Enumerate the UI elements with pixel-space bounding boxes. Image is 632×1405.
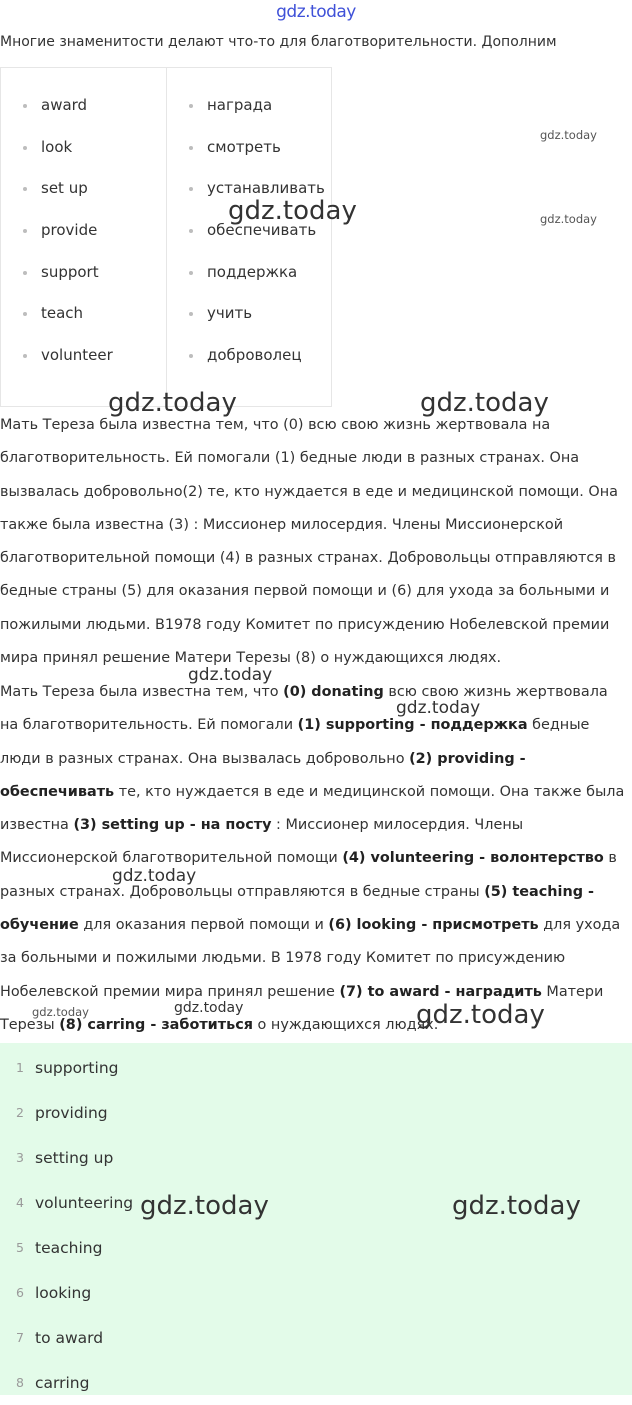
watermark: gdz.today [452,1191,581,1221]
answers-list [0,1045,133,1405]
watermark: gdz.today [420,388,549,418]
bullet-icon [189,187,193,191]
answer-item: 4 volunteering [16,1193,134,1212]
list-item: награда [189,96,325,138]
list-item: award [23,96,113,138]
bullet-icon [23,187,27,191]
answer-item: 2 providing [16,1103,108,1122]
list-item: устанавливать [189,179,325,221]
bullet-icon [189,229,193,233]
answer-highlight: (1) supporting - поддержка [297,717,528,734]
answer-item: 3 setting up [16,1148,114,1167]
answer-highlight: (0) donating [283,684,384,700]
list-item: учить [189,304,325,346]
table-divider [166,68,167,406]
watermark: gdz.today [416,1000,545,1030]
watermark: gdz.today [396,698,481,718]
answer-item: 7 to award [16,1328,104,1347]
bullet-icon [23,229,27,233]
answer-highlight: (3) setting up - на посту [73,817,272,834]
bullet-icon [189,271,193,275]
answer-item: 8 carring [16,1373,90,1392]
answer-highlight: (5) teaching - обучение [0,883,594,934]
site-logo[interactable]: gdz.today [276,2,356,22]
answer-highlight: (8) carring - заботиться [59,1016,253,1033]
watermark: gdz.today [108,388,237,418]
task-paragraph: Мать Тереза была известна тем, что (0) всю свою жизнь жертвовала на благотворительность. Ей помогали (1) бедные люди в разных странах. Она вызвалась добровольно(2) те, кто нуждается в еде и медицинской помощи. Она также была известна (3) : Миссионер милосердия. Члены Миссионерской благотворительной помощи (4) в разных странах. Добровольцы отправляются в бедные страны (5) для оказания первой помощи и (6) для ухода за больными и пожилыми людьми. В1978 году Комитет по присуждению Нобелевской премии мира принял решение Матери Терезы (8) о нуждающихся людях. [0,417,618,667]
vocabulary-table [0,67,332,407]
list-item: provide [23,221,113,263]
bullet-icon [23,146,27,150]
bullet-icon [189,146,193,150]
answer-paragraph: Мать Тереза была известна тем, что (0) donating всю свою жизнь жертвовала на благотворительность. Ей помогали (1) supporting - поддержка бедные люди в разных странах. Она вызвалась добровольно (2) providing - обеспечивать те, кто нуждается в еде и медицинской помощи. Она также была известна (3) setting up - на посту : Миссионер милосердия. Члены Миссионерской благотворительной помощи (4) volunteering - волонтерство в разных странах. Добровольцы отправляются в бедные страны (5) teaching - обучение для оказания первой помощи и (6) looking - присмотреть для ухода за больными и пожилыми людьми. В 1978 году Комитет по присуждению Нобелевской премии мира принял решение (7) to award - наградить Матери Терезы (8) carring - заботиться о нуждающихся людях. [0,684,625,1033]
list-item: смотреть [189,138,325,180]
list-item: teach [23,304,113,346]
list-item: доброволец [189,346,325,388]
answer-highlight: (4) volunteering - волонтерство [342,850,604,867]
bullet-icon [23,312,27,316]
answer-highlight: (6) looking - присмотреть [328,917,539,934]
answer-highlight: (7) to award - наградить [339,983,542,1000]
watermark: gdz.today [174,1000,244,1016]
watermark: gdz.today [228,196,357,226]
answer-highlight: (2) providing - обеспечивать [0,750,526,800]
answers-panel [0,1043,632,1395]
list-item: support [23,263,113,305]
russian-words-list [189,96,325,388]
bullet-icon [189,354,193,358]
bullet-icon [189,312,193,316]
watermark: gdz.today [540,212,597,226]
list-item: поддержка [189,263,325,305]
bullet-icon [23,104,27,108]
bullet-icon [189,104,193,108]
answer-item: 1 supporting [16,1058,119,1077]
bullet-icon [23,271,27,275]
watermark: gdz.today [140,1191,269,1221]
answer-item: 6 looking [16,1283,92,1302]
answer-item: 5 teaching [16,1238,103,1257]
bullet-icon [23,354,27,358]
list-item: volunteer [23,346,113,388]
english-words-list [23,96,113,388]
list-item: set up [23,179,113,221]
list-item: look [23,138,113,180]
intro-text: Многие знаменитости делают что-то для благотворительности. Дополним [0,34,557,50]
watermark: gdz.today [540,128,597,142]
watermark: gdz.today [112,866,197,886]
list-item: обеспечивать [189,221,325,263]
watermark: gdz.today [188,665,273,685]
watermark: gdz.today [32,1005,89,1019]
